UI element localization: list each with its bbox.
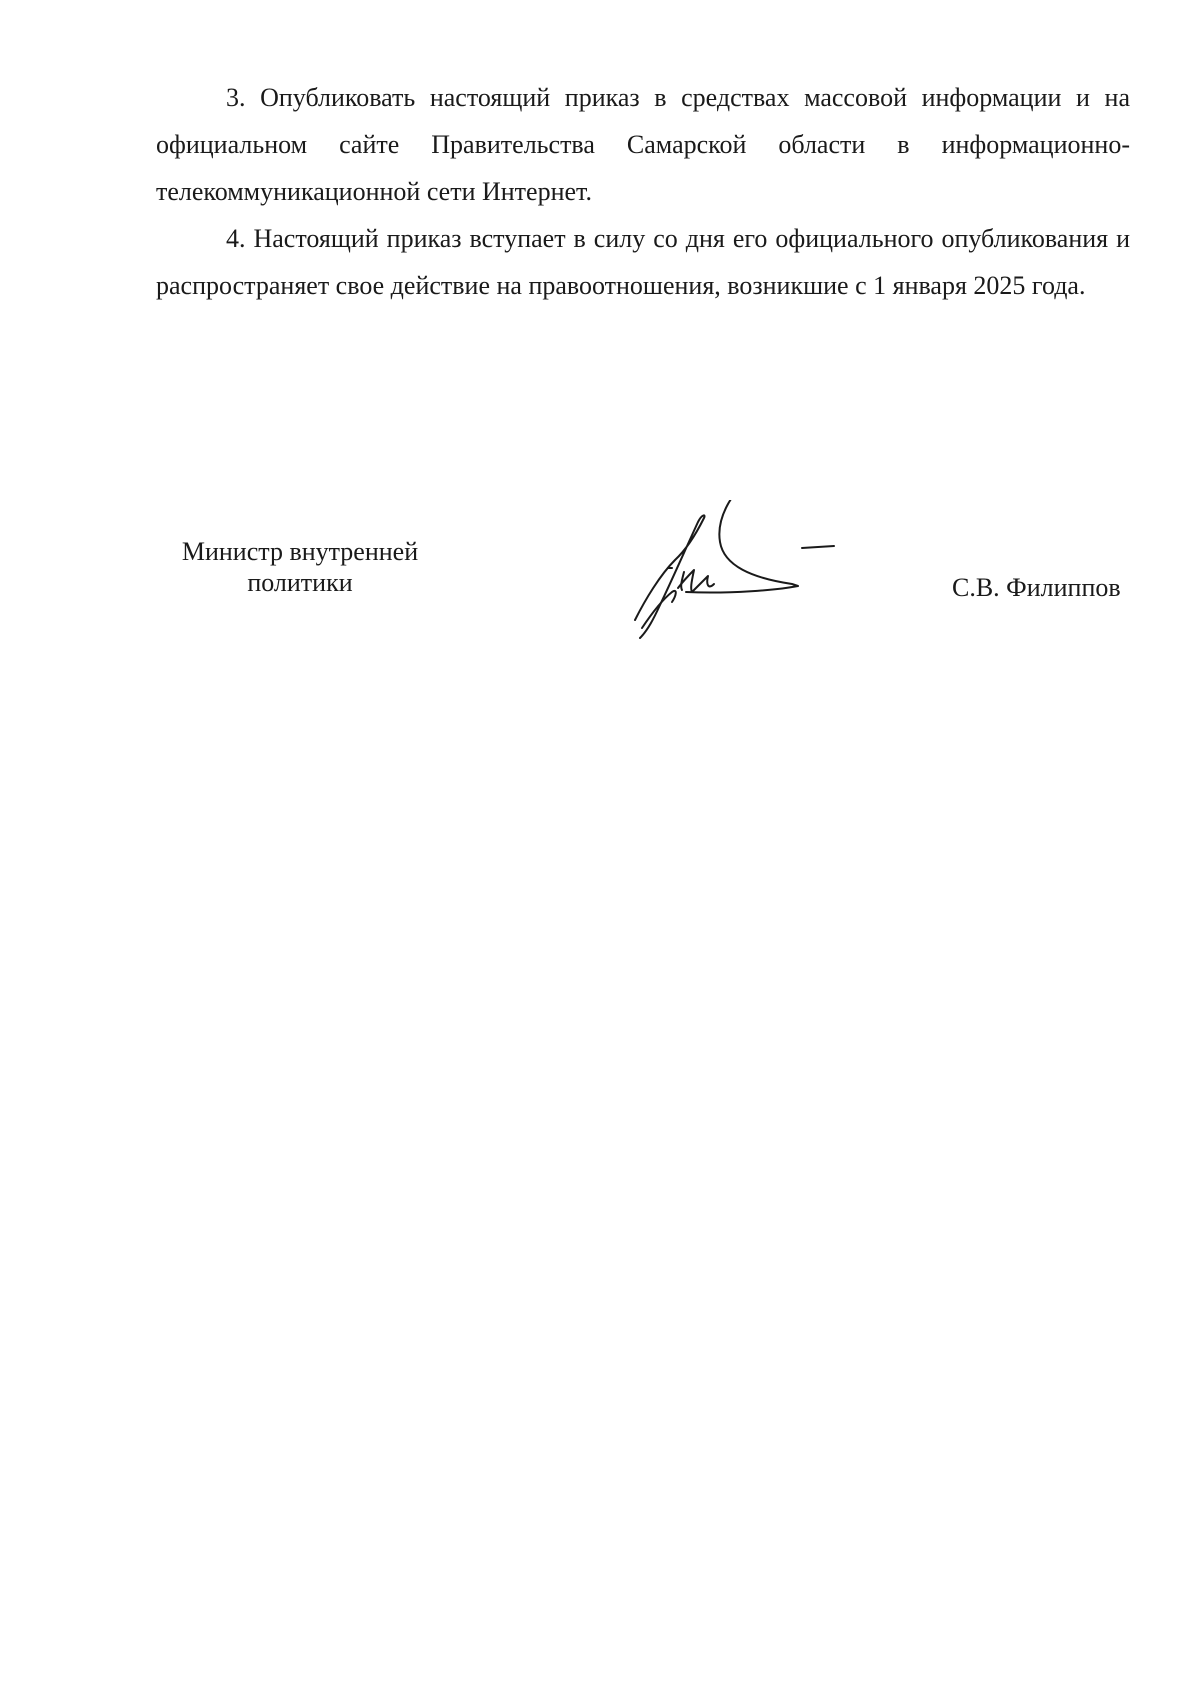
document-body (156, 74, 1130, 309)
signer-position-line-2: политики (247, 568, 353, 597)
signature-block (0, 500, 1200, 700)
paragraph-4: 4. Настоящий приказ вступает в силу со дня его официального опубликования и распространяет свое действие на правоотношения, возникшие с 1 января 2025 года. (156, 224, 1130, 300)
signer-position-line-1: Министр внутренней (181, 537, 419, 566)
paragraph-3: 3. Опубликовать настоящий приказ в средствах массовой информации и на официальном сайте Правительства Самарской области в информационно-телекоммуникационной сети Интернет. (156, 83, 1130, 206)
signer-name: С.В. Филиппов (952, 573, 1121, 602)
handwritten-signature (620, 500, 920, 680)
signer-position (140, 536, 460, 598)
